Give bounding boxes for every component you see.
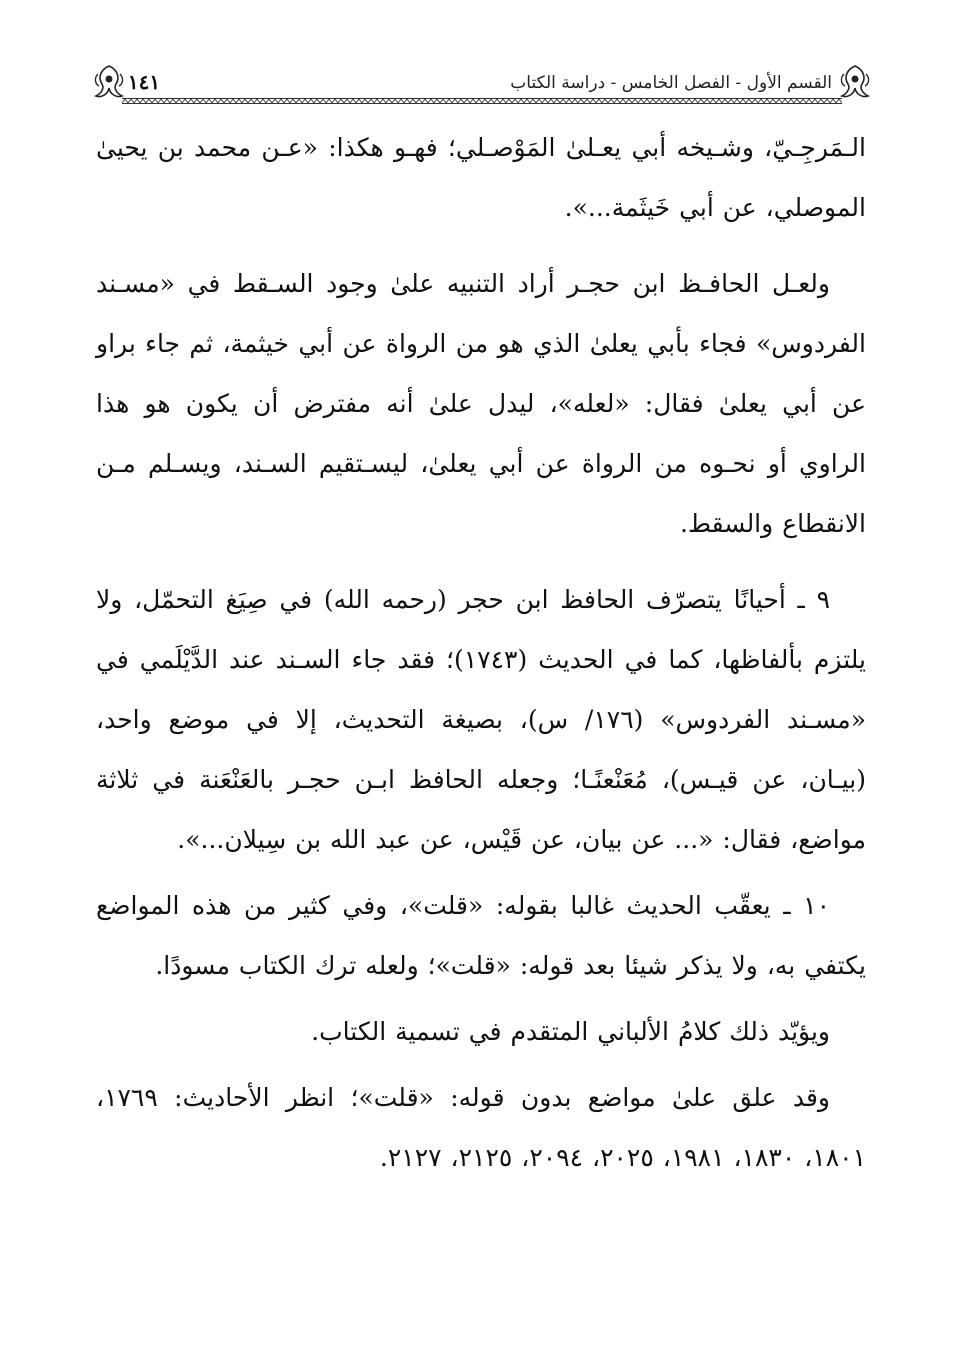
paragraph-2: ولعـل الحافـظ ابن حجـر أراد التنبيه علىٰ وجود السـقط في «مسـند الفردوس» فجاء بأبي يعلىٰ الذي هو من الرواة عن أبي خيثمة، ثم جاء براو عن أبي يعلىٰ فقال: «لعله»، ليدل علىٰ أنه مفترض أن يكون هو هذا الراوي أو نحـوه من الرواة عن أبي يعلىٰ، ليسـتقيم السـند، ويسـلم مـن الانقطاع والسقط.	[96, 269, 866, 538]
page-number: ١٤١	[127, 70, 161, 94]
running-header	[92, 58, 872, 106]
header-title: القسم الأول - الفصل الخامس - دراسة الكتاب	[510, 73, 832, 93]
page-number-frame	[112, 68, 176, 96]
header-rule	[122, 98, 842, 104]
paragraph-3: ٩ ـ أحيانًا يتصرّف الحافظ ابن حجر (رحمه الله) في صِيَغ التحمّل، ولا يلتزم بألفاظها، كما في الحديث (١٧٤٣)؛ فقد جاء السـند عند الدَّيْلَمي في «مسـند الفردوس» (١٧٦/ س)، بصيغة التحديث، إلا في موضع واحد، (بيـان، عن قيـس)، مُعَنْعنًـا؛ وجعله الحافظ ابـن حجـر بالعَنْعَنة في ثلاثة مواضع، فقال: «... عن بيان، عن قَيْس، عن عبد الله بن سِيلان...».	[96, 585, 866, 854]
paragraph-6: وقد علق علىٰ مواضع بدون قوله: «قلت»؛ انظر الأحاديث: ١٧٦٩، ١٨٠١، ١٨٣٠، ١٩٨١، ٢٠٢٥، ٢٠٩٤، ٢١٢٥، ٢١٢٧.	[96, 1083, 866, 1172]
paragraph-1: الـمَرجِـيّ، وشـيخه أبي يعـلىٰ المَوْصـلي؛ فهـو هكذا: «عـن محمد بن يحيىٰ الموصلي، عن أبي خَيثَمة...».	[96, 133, 866, 222]
paragraph-5: ويؤيّد ذلك كلامُ الألباني المتقدم في تسمية الكتاب.	[311, 1017, 830, 1046]
paragraph-4: ١٠ ـ يعقّب الحديث غالبا بقوله: «قلت»، وفي كثير من هذه المواضع يكتفي به، ولا يذكر شيئا بعد قوله: «قلت»؛ ولعله ترك الكتاب مسودًا.	[96, 891, 866, 980]
body-text	[96, 118, 866, 1188]
right-ornament-icon	[838, 64, 872, 100]
